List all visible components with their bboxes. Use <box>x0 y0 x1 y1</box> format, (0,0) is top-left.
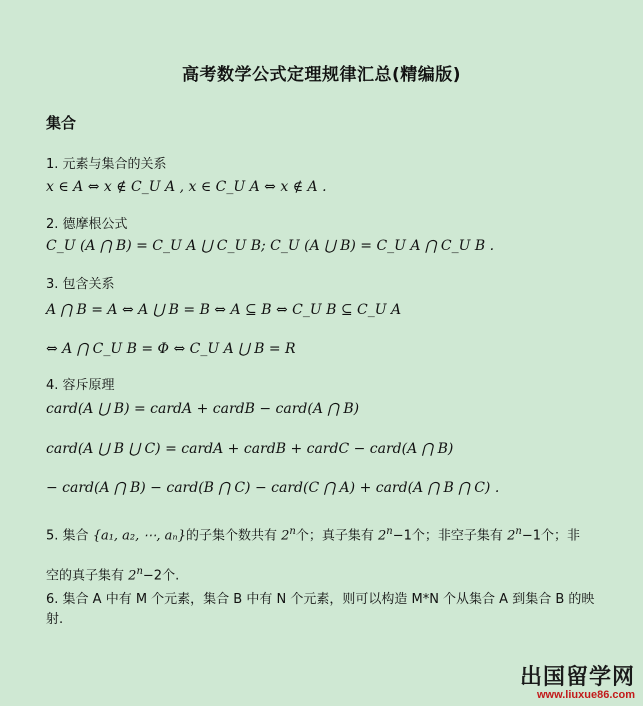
item-5-pow-a: 2 <box>281 528 290 544</box>
item-5-minus1-b: −1 <box>521 528 541 544</box>
formula-4c: − card(A ⋂ B) − card(B ⋂ C) − card(C ⋂ A) + card(A ⋂ B ⋂ C) . <box>46 480 500 496</box>
item-5-text1: 的子集个数共有 <box>185 528 277 544</box>
formula-4a: card(A ⋃ B) = cardA + cardB − card(A ⋂ B) <box>46 401 360 417</box>
item-6-paragraph: 6. 集合 A 中有 M 个元素，集合 B 中有 N 个元素，则可以构造 M*N 个从集合 A 到集合 B 的映射. <box>46 592 595 627</box>
watermark-text: 出国留学网 <box>519 664 635 689</box>
item-5-paragraph <box>46 522 606 546</box>
item-5-pow-c: 2 <box>507 528 516 544</box>
page-title: 高考数学公式定理规律汇总(精编版) <box>181 65 462 85</box>
item-5-exp-c: n <box>515 526 522 537</box>
formula-1: x ∈ A ⇔ x ∉ C_U A , x ∈ C_U A ⇔ x ∉ A . <box>46 179 327 195</box>
item-5-exp-a: n <box>289 526 296 537</box>
formula-2: C_U (A ⋂ B) = C_U A ⋃ C_U B; C_U (A ⋃ B) = C_U A ⋂ C_U B . <box>46 238 495 254</box>
item-5-paragraph-cont <box>46 562 606 586</box>
item-5-exp-d: n <box>136 566 143 577</box>
item-5-pow-d: 2 <box>128 568 137 584</box>
watermark-url: www.liuxue86.com <box>536 689 635 701</box>
formula-3a: A ⋂ B = A ⇔ A ⋃ B = B ⇔ A ⊆ B ⇔ C_U B ⊆ C_U A <box>46 302 402 318</box>
item-5-text4: 个；非 <box>540 528 580 544</box>
item-5-text2: 个；真子集有 <box>295 528 374 544</box>
item-label-2: 2. 德摩根公式 <box>46 217 128 232</box>
item-5-set: {a₁, a₂, ⋯, aₙ} <box>92 528 186 544</box>
item-label-3: 3. 包含关系 <box>46 277 115 292</box>
item-5-text6: 个. <box>162 568 180 584</box>
item-5-prefix: 5. 集合 <box>46 528 89 544</box>
section-heading: 集合 <box>46 114 77 132</box>
item-5-minus1-a: −1 <box>392 528 412 544</box>
formula-3b: ⇔ A ⋂ C_U B = Φ ⇔ C_U A ⋃ B = R <box>46 341 296 357</box>
item-5-pow-b: 2 <box>378 528 387 544</box>
formula-4b: card(A ⋃ B ⋃ C) = cardA + cardB + cardC − card(A ⋂ B) <box>46 441 454 457</box>
item-5-text5: 空的真子集有 <box>46 568 125 584</box>
item-5-minus2: −2 <box>142 568 163 584</box>
item-label-4: 4. 容斥原理 <box>46 378 115 393</box>
watermark-logo <box>520 665 635 702</box>
item-5-exp-b: n <box>386 526 393 537</box>
item-5-text3: 个；非空子集有 <box>411 528 503 544</box>
item-label-1: 1. 元素与集合的关系 <box>46 157 167 172</box>
